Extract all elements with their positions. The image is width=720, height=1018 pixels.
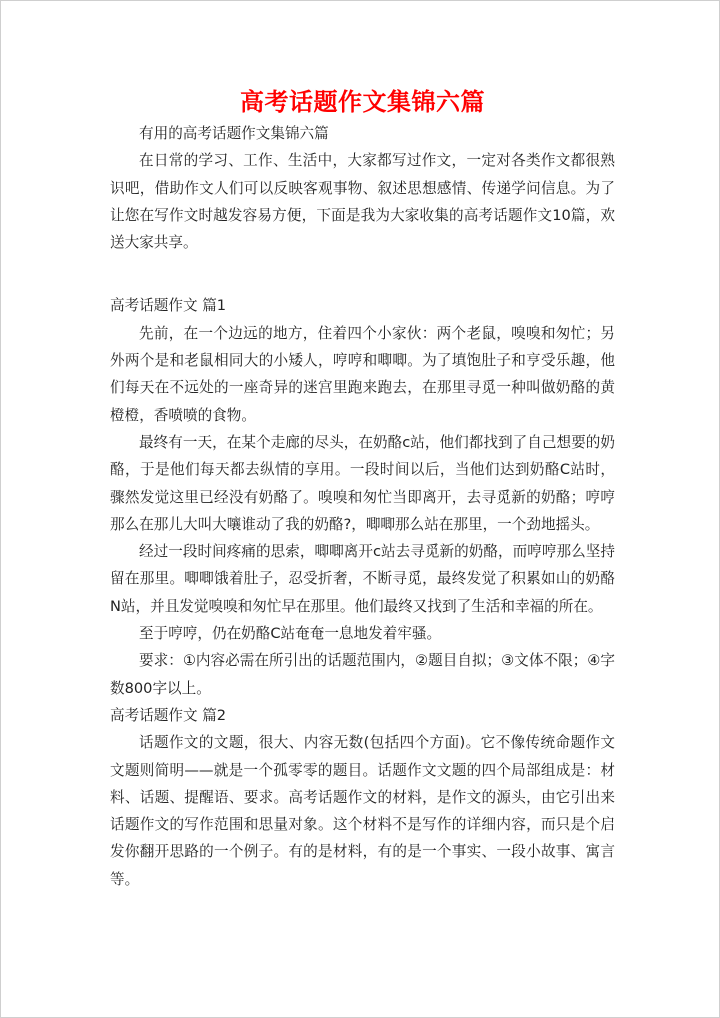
section-heading: 高考话题作文 篇1: [110, 297, 227, 315]
section-1: [110, 292, 615, 701]
section-paragraph: 先前，在一个边远的地方，住着四个小家伙：两个老鼠，嗅嗅和匆忙；另外两个是和老鼠相同大的小矮人，哼哼和唧唧。为了填饱肚子和亨受乐趣，他们每天在不远处的一座奇异的迷宫里跑来跑去，在那里寻觅一种叫做奶酪的黄橙橙，香喷喷的食物。: [110, 324, 615, 424]
section-paragraph: 话题作文的文题，很大、内容无数(包括四个方面)。它不像传统命题作文文题则简明——就是一个孤零零的题目。话题作文文题的四个局部组成是：材料、话题、提醒语、要求。高考话题作文的材料，是作文的源头，由它引出来话题作文的写作范围和思量对象。这个材料不是写作的详细内容，而只是个启发你翻开思路的一个例子。有的是材料，有的是一个事实、一段小故事、寓言等。: [110, 734, 615, 888]
document-body: [110, 84, 615, 893]
section-paragraph: 经过一段时间疼痛的思索，唧唧离开c站去寻觅新的奶酪，而哼哼那么坚持留在那里。唧唧饿着肚子，忍受折奢，不断寻觅，最终发觉了积累如山的奶酪N站，并且发觉嗅嗅和匆忙早在那里。他们最终又找到了生活和幸福的所在。: [110, 543, 615, 615]
section-paragraph: 要求：①内容必需在所引出的话题范围内，②题目自拟；③文体不限；④字数800字以上。: [110, 652, 615, 697]
document-title: 高考话题作文集锦六篇: [240, 88, 485, 116]
intro-paragraph: 在日常的学习、工作、生活中，大家都写过作文，一定对各类作文都很熟识吧，借助作文人们可以反映客观事物、叙述思想感情、传递学问信息。为了让您在写作文时越发容易方便，下面是我为大家收集的高考话题作文10篇，欢送大家共享。: [110, 152, 615, 252]
section-paragraph: 至于哼哼，仍在奶酪C站奄奄一息地发着牢骚。: [139, 625, 442, 643]
section-paragraph: 最终有一天，在某个走廊的尽头，在奶酪c站，他们都找到了自己想要的奶酪，于是他们每天都去纵情的享用。一段时间以后，当他们达到奶酪C站时，骤然发觉这里已经没有奶酪了。嗅嗅和匆忙当即离开，去寻觅新的奶酪；哼哼那么在那儿大叫大嚷谁动了我的奶酪?，唧唧那么站在那里，一个劲地摇头。: [110, 433, 615, 533]
section-2: [110, 702, 615, 893]
section-heading: 高考话题作文 篇2: [110, 706, 227, 724]
section-spacer: [110, 256, 615, 292]
document-subtitle: 有用的高考话题作文集锦六篇: [139, 125, 329, 142]
